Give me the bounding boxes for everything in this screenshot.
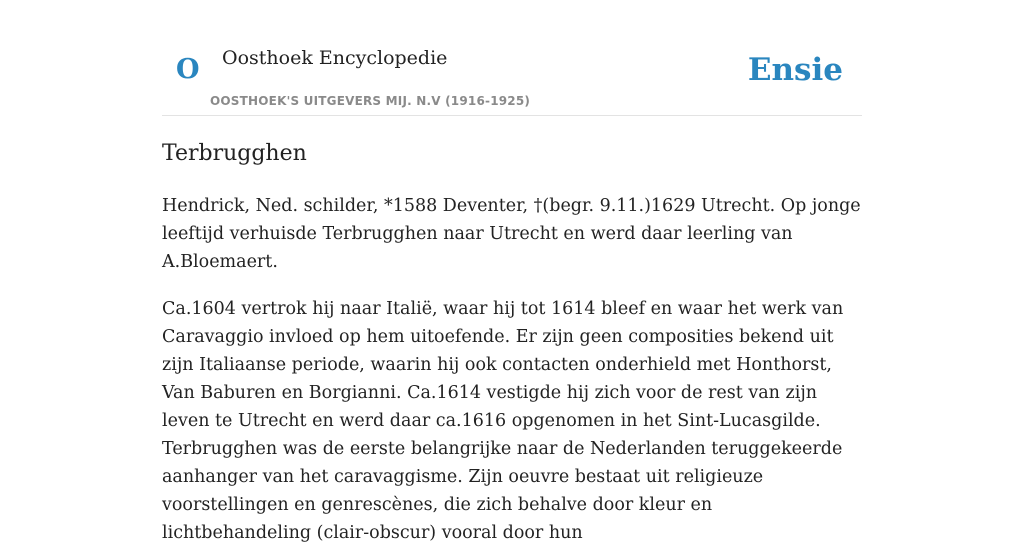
article-paragraph: Hendrick, Ned. schilder, *1588 Deventer, †(begr. 9.11.)1629 Utrecht. Op jonge leeftijd verhuisde Terbrugghen naar Utrecht en werd daar leerling van A.Bloemaert.: [162, 196, 861, 272]
ensie-brand-link[interactable]: Ensie: [747, 52, 843, 88]
article-paragraph: Ca.1604 vertrok hij naar Italië, waar hij tot 1614 bleef en waar het werk van Caravaggio invloed op hem uitoefende. Er zijn geen composities bekend uit zijn Italiaanse periode, waarin hij ook contacten onderhield met Honthorst, Van Baburen en Borgianni. Ca.1614 vestigde hij zich voor de rest van zijn leven te Utrecht en werd daar ca.1616 opgenomen in het Sint-Lucasgilde. Terbrugghen was de eerste belangrijke naar de Nederlanden teruggekeerde aanhanger van het caravaggisme. Zijn oeuvre bestaat uit religieuze voorstellingen en genrescènes, die zich behalve door kleur en lichtbehandeling (clair-obscur) vooral door hun: [162, 299, 844, 543]
article-title: Terbrugghen: [162, 141, 307, 166]
site-title[interactable]: Oosthoek Encyclopedie: [222, 47, 448, 69]
article: [162, 136, 866, 547]
site-header: [162, 40, 862, 116]
publisher-subtitle: OOSTHOEK'S UITGEVERS MIJ. N.V (1916-1925): [210, 94, 531, 108]
site-logo[interactable]: O: [176, 54, 200, 85]
